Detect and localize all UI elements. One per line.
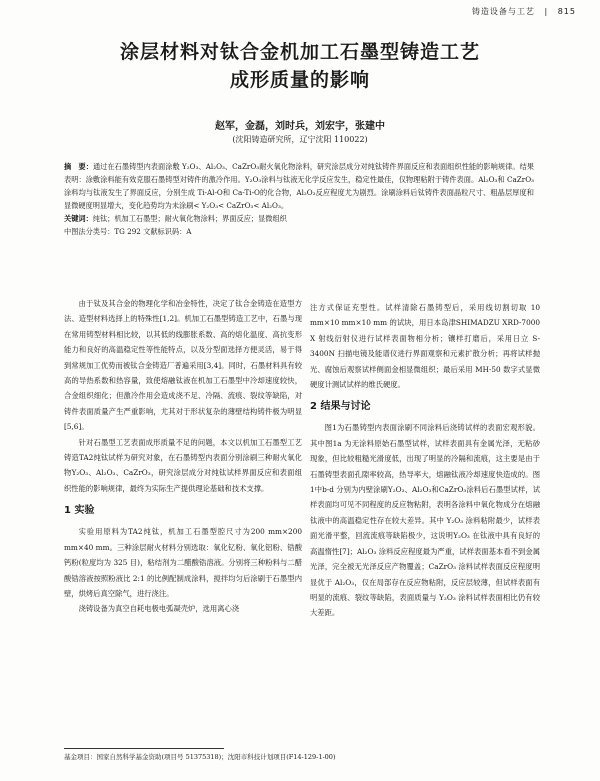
keywords-text: 纯钛；机加工石墨型；耐火氧化物涂料；界面反应；显微组织 bbox=[92, 214, 287, 223]
authors: 赵军，金磊，刘时兵，刘宏宇，张建中 bbox=[215, 121, 385, 132]
left-column bbox=[64, 296, 302, 617]
materials-paragraph: 实验用原料为TA2纯钛，机加工石墨型腔尺寸为200 mm×200 mm×40 mm。三种涂层耐火材料分别选取：氧化钇粉、氧化铝粉、锆酸钙粉(粒度均为 325 目)，粘结剂为二醋酸锆溶液。分别将三种粉料与二醋酸锆溶液按照粉液比 2:1 的比例配制成涂料，搅拌均匀后涂刷于石墨型内壁，烘烤后真空除气，进行浇注。 bbox=[64, 527, 302, 598]
journal-name: 铸造设备与工艺 bbox=[471, 7, 535, 16]
title-line-2: 成形质量的影响 bbox=[229, 69, 370, 91]
section-2-heading: 2 结果与讨论 bbox=[310, 401, 371, 413]
keywords-label: 关键词： bbox=[64, 214, 93, 223]
funding-footnote: 基金项目：国家自然科学基金资助(项目号 51375318)；沈阳市科技计划项目(F14-129-1-00) bbox=[64, 753, 336, 761]
right-column bbox=[310, 300, 540, 621]
abstract-label: 摘 要： bbox=[64, 162, 93, 171]
method-paragraph: 注方式保证充型性。试样清除石墨铸型后，采用线切割切取 10 mm×10 mm×10 mm 的试块，用日本岛津SHIMADZU XRD-7000 X 射线衍射仪进行试样表面物相分析；镶样打磨后，采用日立 S-3400N 扫描电镜及能谱仪进行界面观察和元素扩散分析；再将试样抛光、腐蚀后观察试样侧面金相显微组织；最后采用 MH-50 数字式显微硬度计测试试样的维氏硬度。 bbox=[310, 303, 540, 390]
objective-paragraph: 针对石墨型工艺表面成形质量不足的问题，本文以机加工石墨型工艺铸造TA2纯钛试样为研究对象，在石墨铸型内表面分别涂刷三种耐火氧化物Y₂O₃、Al₂O₃、CaZrO₃，研究涂层成分对纯钛试样界面反应和表面组织性能的影响规律，最终为实际生产提供理论基础和技术支撑。 bbox=[64, 437, 302, 493]
paper-title bbox=[0, 38, 600, 94]
abstract-text: 通过在石墨铸型内表面涂敷 Y₂O₃、Al₂O₃、CaZrO₃耐火氧化物涂料，研究涂层成分对纯钛铸件界面反应和表面组织性能的影响规律。结果表明：涂敷涂料能有效克服石墨铸型对铸件的激冷作用。Y₂O₃涂料与钛液无化学反应发生，稳定性最佳，仅物理粘附于铸件表面。Al₂O₃和 CaZrO₃涂料均与钛液发生了界面反应，分别生成 Ti-Al-O和 Ca-Ti-O的化合物，Al₂O₃反应程度尤为剧烈。涂刷涂料后钛铸件表面晶粒尺寸、粗晶层厚度和显微硬度明显增大，变化趋势均为未涂刷< Y₂O₃< CaZrO₃< Al₂O₃。 bbox=[64, 162, 534, 210]
equipment-paragraph: 浇铸设备为真空自耗电极电弧凝壳炉，选用离心浇 bbox=[78, 604, 240, 614]
affiliation: (沈阳铸造研究所，辽宁沈阳 110022) bbox=[232, 135, 368, 144]
footnote-rule bbox=[64, 748, 224, 749]
classification-line: 中图法分类号：TG 292 文献标识码：A bbox=[64, 227, 192, 236]
keywords-line bbox=[64, 212, 534, 225]
abstract-paragraph bbox=[64, 160, 534, 212]
header-separator: | bbox=[544, 7, 549, 16]
section-1-heading: 1 实验 bbox=[64, 505, 95, 517]
abstract-block bbox=[64, 160, 534, 238]
page-number: 815 bbox=[557, 7, 576, 16]
running-header bbox=[472, 6, 576, 17]
intro-paragraph: 由于钛及其合金的物理化学和冶金特性，决定了钛合金铸造在造型方法、造型材料选择上的特殊性[1,2]。机加工石墨型铸造工艺中，石墨与现在常用铸型材料相比较，以其低的线膨胀系数、高的熔化温度、高抗变形能力和良好的高温稳定性等性能特点，以及分型面选择方便灵活，易于得到常规加工优势而被钛合金铸造厂普遍采用[3,4]。同时，石墨材料具有较高的导热系数和热容量，致使熔融钛液在机加工石墨型中冷却速度较快，合金组织细化；但激冷作用会造成浇不足、冷隔、流痕、裂纹等缺陷，对铸件表面质量产生严重影响，尤其对于形状复杂的薄壁结构铸件极为明显[5,6]。 bbox=[64, 299, 302, 432]
title-line-1: 涂层材料对钛合金机加工石墨型铸造工艺 bbox=[119, 41, 480, 63]
results-paragraph: 图1为石墨铸型内表面涂刷不同涂料后浇铸试样的表面宏观形貌。其中图1a 为无涂料原始石墨型试样，试样表面具有金属光泽，无粘砂现象，但比较粗糙光滑度低，出现了明显的冷隔和流痕，这主要是由于石墨铸型表面孔隙率较高，热导率大，熔融钛液冷却速度快造成的。图1中b-d 分别为内壁涂刷Y₂O₃、Al₂O₃和CaZrO₃涂料后石墨型试样，试样表面均可见不同程度的反应物粘附，表明各涂料中氧化物成分在熔融钛液中的高温稳定性存在较大差异。其中 Y₂O₃ 涂料粘附最少，试样表面光滑平整，回流流痕等缺陷极少，这说明Y₂O₃ 在钛液中具有良好的高温惰性[7]；Al₂O₃ 涂料反应程度最为严重，试样表面基本看不到金属光泽，完全被无光泽反应产物覆盖；CaZrO₃ 涂料试样表面反应程度明显优于 Al₂O₃，仅在局部存在反应物粘附，反应层较薄，但试样表面有明显的流痕、裂纹等缺陷，表面质量与 Y₂O₃ 涂料试样表面相比仍有较大差距。 bbox=[310, 423, 540, 618]
